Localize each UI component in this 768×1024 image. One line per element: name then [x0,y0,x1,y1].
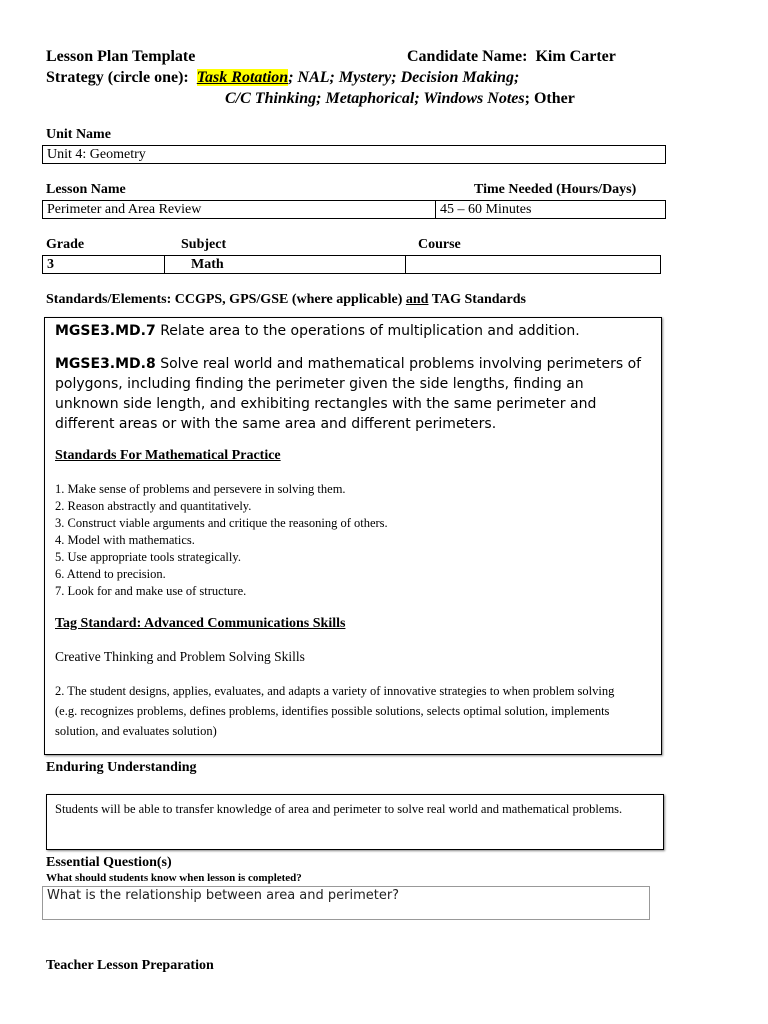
strategy-label: Strategy (circle one): [46,69,189,86]
time-needed-value: 45 – 60 Minutes [440,202,532,217]
subject-label: Subject [181,237,227,252]
lesson-name-field[interactable] [43,201,436,218]
md8-code: MGSE3.MD.8 [55,356,156,372]
standards-label [46,292,526,308]
subject-field[interactable] [165,256,406,273]
md8-text: Solve real world and mathematical problems involving perimeters of polygons, including finding the perimeter given the side lengths, finding an unknown side length, and exhibiting rectangles with the same perimeter and different areas or with the same area and different perimeters. [55,356,642,432]
md7-text: Relate area to the operations of multiplication and addition. [155,323,580,339]
candidate-name-line [407,48,616,66]
course-label: Course [418,237,461,252]
smp-item: 7. Look for and make use of structure. [55,584,247,598]
document-title: Lesson Plan Template [46,48,196,65]
enduring-box[interactable] [46,794,664,850]
course-field[interactable] [406,256,660,273]
strategy-options-3: ; Other [524,90,575,107]
enduring-label: Enduring Understanding [46,760,197,775]
smp-item: 1. Make sense of problems and persevere in solving them. [55,482,346,496]
smp-item: 6. Attend to precision. [55,567,166,581]
grade-row [42,255,661,274]
tag-subheading: Creative Thinking and Problem Solving Skills [55,649,305,664]
strategy-selected: Task Rotation [196,69,289,86]
essential-label: Essential Question(s) [46,855,172,870]
unit-name-label: Unit Name [46,127,111,142]
grade-field[interactable] [43,256,165,273]
smp-item: 3. Construct viable arguments and critique the reasoning of others. [55,516,388,530]
strategy-line-2 [225,90,575,108]
enduring-text: Students will be able to transfer knowledge of area and perimeter to solve real world and mathematical problems. [55,802,623,816]
standards-label-a: Standards/Elements: CCGPS, GPS/GSE (where applicable) [46,292,403,307]
unit-name-value: Unit 4: Geometry [47,147,146,162]
grade-value: 3 [47,257,54,272]
smp-item: 2. Reason abstractly and quantitatively. [55,499,252,513]
tag-item-text: 2. The student designs, applies, evaluates, and adapts a variety of innovative strategies to when problem solving (e.g. recognizes problems, defines problems, identifies possible solutions, selects optimal solution, implements solution, and evaluates solution) [55,684,615,738]
essential-text: What is the relationship between area and perimeter? [47,888,400,903]
lesson-name-label: Lesson Name [46,182,126,197]
md7-code: MGSE3.MD.7 [55,323,156,339]
essential-sublabel: What should students know when lesson is completed? [46,872,302,884]
smp-list [55,481,651,600]
time-needed-field[interactable] [436,201,531,218]
tag-heading: Tag Standard: Advanced Communications Skills [55,616,346,631]
standards-label-b: TAG Standards [431,292,526,307]
smp-item: 5. Use appropriate tools strategically. [55,550,241,564]
candidate-name: Kim Carter [535,48,616,65]
unit-name-field[interactable] [42,145,666,164]
lesson-name-value: Perimeter and Area Review [47,202,202,217]
standard-md8 [55,354,651,434]
standard-md7 [55,321,651,341]
strategy-options-2: C/C Thinking; Metaphorical; Windows Notes [225,90,525,107]
standards-label-and: and [405,292,429,307]
smp-heading: Standards For Mathematical Practice [55,448,281,463]
smp-item: 4. Model with mathematics. [55,533,195,547]
tag-item [55,681,625,741]
strategy-options-1: ; NAL; Mystery; Decision Making; [288,69,520,86]
candidate-label: Candidate Name: [407,48,528,65]
standards-box[interactable] [44,317,662,755]
time-needed-label: Time Needed (Hours/Days) [474,182,637,197]
teacher-prep-label: Teacher Lesson Preparation [46,958,214,973]
subject-value: Math [191,257,224,272]
strategy-line-1 [46,69,519,87]
essential-box[interactable] [42,886,650,920]
grade-label: Grade [46,237,85,252]
lesson-row [42,200,666,219]
